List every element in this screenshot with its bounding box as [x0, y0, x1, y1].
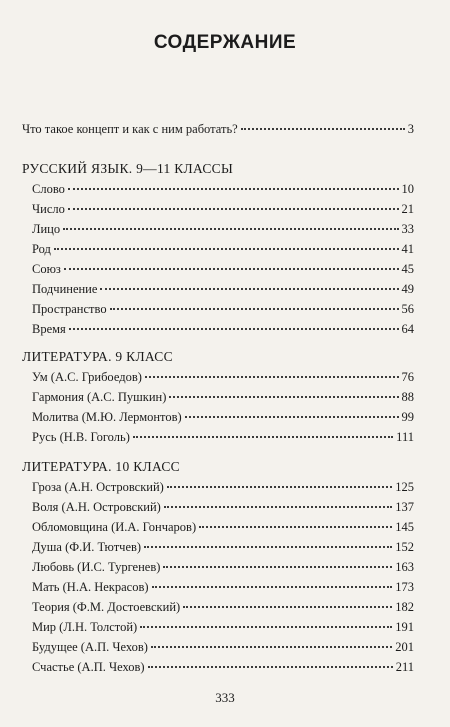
toc-entry-label: Число: [32, 202, 65, 216]
toc-entry[interactable]: [32, 301, 414, 317]
dot-leader: [144, 546, 392, 548]
toc-entry-page: 56: [401, 302, 414, 316]
toc-entry-label: Гармония (А.С. Пушкин): [32, 390, 167, 404]
section-heading: ЛИТЕРАТУРА. 9 КЛАСС: [22, 349, 173, 364]
dot-leader: [148, 666, 393, 668]
toc-entry[interactable]: [32, 499, 414, 515]
toc-entry[interactable]: [32, 409, 414, 425]
dot-leader: [241, 128, 405, 130]
toc-entry-label: Пространство: [32, 302, 107, 316]
toc-entry[interactable]: [32, 201, 414, 217]
toc-entry[interactable]: [32, 539, 414, 555]
toc-entry-page: 173: [395, 580, 414, 594]
dot-leader: [63, 228, 398, 230]
toc-entry-page: 33: [401, 222, 414, 236]
toc-entry-label: Мать (Н.А. Некрасов): [32, 580, 149, 594]
toc-entry-label: Ум (А.С. Грибоедов): [32, 370, 142, 384]
section-heading: ЛИТЕРАТУРА. 10 КЛАСС: [22, 459, 180, 474]
toc-entry-label: Подчинение: [32, 282, 98, 296]
toc-entry-label: Душа (Ф.И. Тютчев): [32, 540, 142, 554]
dot-leader: [68, 188, 399, 190]
toc-entry[interactable]: [32, 281, 414, 297]
toc-entry[interactable]: [32, 369, 414, 385]
toc-entry-page: 137: [395, 500, 414, 514]
dot-leader: [54, 248, 399, 250]
toc-entry[interactable]: [32, 221, 414, 237]
toc-entry-page: 45: [401, 262, 414, 276]
toc-entry[interactable]: [32, 519, 414, 535]
toc-entry-label: Теория (Ф.М. Достоевский): [32, 600, 181, 614]
dot-leader: [152, 586, 393, 588]
dot-leader: [140, 626, 392, 628]
section-heading: РУССКИЙ ЯЗЫК. 9—11 КЛАССЫ: [22, 161, 234, 176]
toc-entry[interactable]: [32, 579, 414, 595]
dot-leader: [100, 288, 398, 290]
toc-entry-label: Гроза (А.Н. Островский): [32, 480, 164, 494]
toc-entry-label: Слово: [32, 182, 65, 196]
dot-leader: [167, 486, 392, 488]
dot-leader: [68, 208, 399, 210]
toc-entry-page: 10: [401, 182, 414, 196]
dot-leader: [151, 646, 392, 648]
toc-entry-page: 76: [401, 370, 414, 384]
toc-entry-page: 21: [401, 202, 414, 216]
dot-leader: [163, 566, 392, 568]
toc-entry[interactable]: [32, 619, 414, 635]
toc-entry[interactable]: [32, 241, 414, 257]
toc-entry-page: 99: [401, 410, 414, 424]
toc-entry-page: 49: [401, 282, 414, 296]
toc-entry-page: 152: [395, 540, 414, 554]
toc-entry-page: 64: [401, 322, 414, 336]
page-title: СОДЕРЖАНИЕ: [153, 32, 297, 53]
toc-entry-label: Счастье (А.П. Чехов): [32, 660, 145, 674]
toc-entry-label: Обломовщина (И.А. Гончаров): [32, 520, 197, 534]
toc-entry-label: Будущее (А.П. Чехов): [32, 640, 148, 654]
dot-leader: [145, 376, 399, 378]
page-number: 333: [215, 690, 235, 705]
toc-entry[interactable]: [32, 479, 414, 495]
toc-entry-page: 41: [401, 242, 414, 256]
toc-entry[interactable]: [32, 559, 414, 575]
toc-entry-label: Мир (Л.Н. Толстой): [32, 620, 138, 634]
toc-entry-label: Молитва (М.Ю. Лермонтов): [32, 410, 182, 424]
toc-entry-page: 182: [395, 600, 414, 614]
toc-entry-label: Лицо: [32, 222, 61, 236]
toc-entry-intro[interactable]: [22, 121, 414, 137]
dot-leader: [199, 526, 392, 528]
toc-entry[interactable]: [32, 181, 414, 197]
toc-entry-page: 145: [395, 520, 414, 534]
toc-entry-label: Время: [32, 322, 66, 336]
toc-entry[interactable]: [32, 639, 414, 655]
toc-entry[interactable]: [32, 321, 414, 337]
dot-leader: [133, 436, 393, 438]
toc-entry-page: 201: [395, 640, 414, 654]
toc-entry-page: 211: [395, 660, 414, 674]
toc-entry-label: Любовь (И.С. Тургенев): [32, 560, 161, 574]
toc-entry-label: Союз: [32, 262, 61, 276]
toc-entry[interactable]: [32, 429, 414, 445]
dot-leader: [110, 308, 399, 310]
toc-entry[interactable]: [32, 261, 414, 277]
toc-entry-page: 88: [401, 390, 414, 404]
toc-entry-label: Русь (Н.В. Гоголь): [32, 430, 130, 444]
dot-leader: [185, 416, 399, 418]
dot-leader: [69, 328, 399, 330]
toc-entry-page: 111: [396, 430, 414, 444]
toc-entry-label: Воля (А.Н. Островский): [32, 500, 161, 514]
toc-entry-label: Род: [32, 242, 51, 256]
toc-entry[interactable]: [32, 599, 414, 615]
toc-entry-page: 163: [395, 560, 414, 574]
toc-entry[interactable]: [32, 389, 414, 405]
toc-entry-page: 125: [395, 480, 414, 494]
toc-entry-label: Что такое концепт и как с ним работать?: [22, 122, 238, 136]
toc-entry-page: 3: [407, 122, 414, 136]
dot-leader: [183, 606, 392, 608]
toc-entry[interactable]: [32, 659, 414, 675]
dot-leader: [169, 396, 398, 398]
toc-entry-page: 191: [395, 620, 414, 634]
dot-leader: [164, 506, 392, 508]
dot-leader: [64, 268, 399, 270]
